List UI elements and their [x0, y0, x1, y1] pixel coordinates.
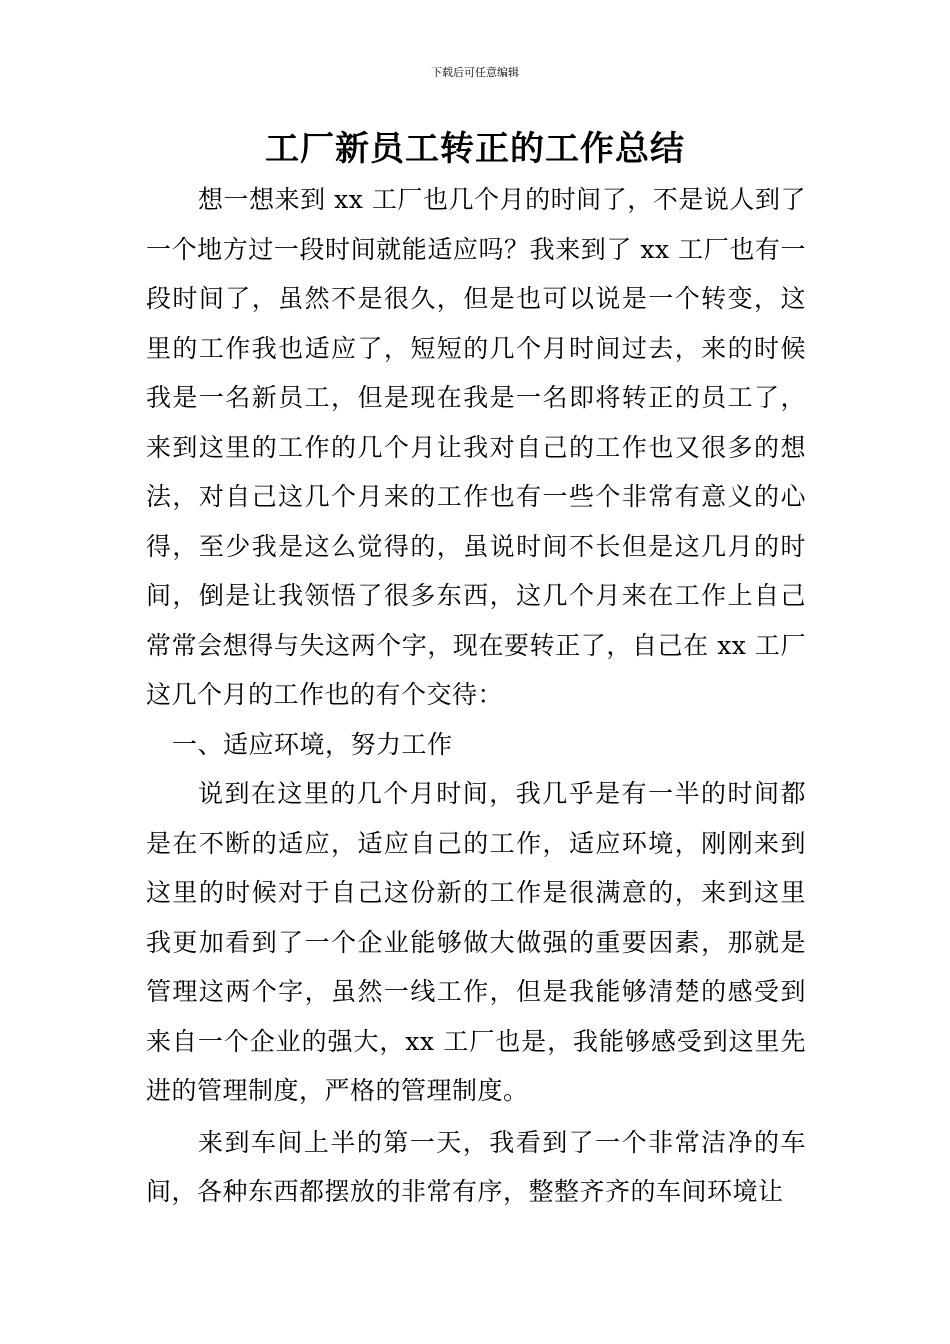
paragraph-adaptation: 说到在这里的几个月时间，我几乎是有一半的时间都是在不断的适应，适应自己的工作，适应环境，刚刚来到这里的时候对于自己这份新的工作是很满意的，来到这里我更加看到了一个企业能够做大做强的重要因素，那就是管理这两个字，虽然一线工作，但是我能够清楚的感受到来自一个企业的强大，xx 工厂也是，我能够感受到这里先进的管理制度，严格的管理制度。	[146, 779, 806, 1105]
document-body	[146, 175, 806, 1217]
document-title: 工厂新员工转正的工作总结	[265, 129, 685, 169]
section-heading: 一、适应环境，努力工作	[172, 729, 453, 759]
paragraph-intro: 想一想来到 xx 工厂也几个月的时间了，不是说人到了一个地方过一段时间就能适应吗？我来到了 xx 工厂也有一段时间了，虽然不是很久，但是也可以说是一个转变，这里的工作我也适应了，短短的几个月时间过去，来的时候我是一名新员工，但是现在我是一名即将转正的员工了，来到这里的工作的几个月让我对自己的工作也又很多的想法，对自己这几个月来的工作也有一些个非常有意义的心得，至少我是这么觉得的，虽说时间不长但是这几月的时间，倒是让我领悟了很多东西，这几个月来在工作上自己常常会想得与失这两个字，现在要转正了，自己在 xx 工厂这几个月的工作也的有个交待：	[146, 185, 806, 709]
header-note: 下载后可任意编辑	[431, 66, 519, 79]
paragraph-workshop: 来到车间上半的第一天，我看到了一个非常洁净的车间，各种东西都摆放的非常有序，整整齐齐的车间环境让	[146, 1127, 806, 1206]
